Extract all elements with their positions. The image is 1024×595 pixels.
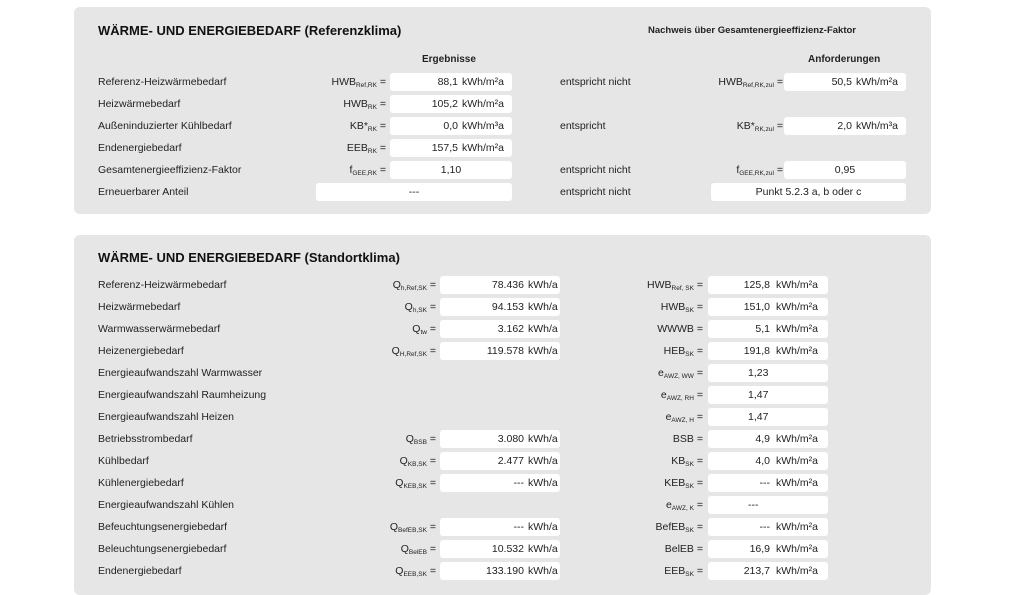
spec-field (708, 342, 828, 360)
result-unit: kWh/m²a (462, 142, 504, 154)
row-label: Erneuerbarer Anteil (98, 186, 189, 198)
requirement-symbol-sub: GEE,RK,zul (739, 170, 774, 177)
result-value: 88,1 (437, 76, 458, 88)
spec-value: 125,8 (743, 279, 770, 291)
q-unit: kWh/a (528, 521, 558, 533)
result-symbol-sub: RK (367, 148, 377, 155)
requirement-symbol-main: HWB (718, 76, 743, 88)
requirement-value: 50,5 (831, 76, 852, 88)
result-symbol-main: HWB (343, 98, 368, 110)
q-symbol: $Q_{KEB,SK}$ = (395, 477, 436, 490)
spec-symbol-main: BelEB (664, 543, 694, 555)
row-label: Befeuchtungsenergiebedarf (98, 521, 228, 533)
spec-unit: kWh/m²a (776, 565, 818, 577)
spec-symbol-main: e (665, 499, 672, 511)
spec-symbol: $e_{AWZ, RH}$ = (660, 389, 703, 402)
requirement-unit: kWh/m³a (856, 120, 898, 132)
q-value: 119.578 (486, 345, 524, 357)
requirement-symbol-main: f (736, 164, 740, 176)
spec-value: --- (748, 499, 759, 511)
q-symbol: $Q_{tw}$ = (412, 323, 436, 336)
q-value: 10.532 (491, 543, 524, 555)
q-symbol-main: Q (404, 301, 413, 313)
result-value: 0,0 (443, 120, 458, 132)
result-value: 105,2 (431, 98, 458, 110)
requirement-symbol-sub: Ref,RK,zul (742, 82, 774, 89)
spec-field (708, 496, 828, 514)
row-label: Kühlbedarf (98, 455, 149, 467)
row-label: Betriebsstrombedarf (98, 433, 193, 445)
spec-value: --- (759, 521, 770, 533)
row-label: Gesamtenergieeffizienz-Faktor (98, 164, 242, 176)
q-symbol-sub: KB,SK (407, 461, 427, 468)
result-field (390, 117, 512, 135)
result-field: 1,10 (390, 161, 512, 179)
q-symbol-sub: h,SK (412, 307, 427, 314)
row-label: Heizwärmebedarf (98, 301, 181, 313)
row-label: Beleuchtungsenergiebedarf (98, 543, 227, 555)
spec-value: 4,9 (755, 433, 770, 445)
result-unit: kWh/m²a (462, 76, 504, 88)
result-value: 157,5 (431, 142, 458, 154)
spec-value: 5,1 (755, 323, 770, 335)
row-label: Endenergiebedarf (98, 565, 182, 577)
q-unit: kWh/a (528, 323, 558, 335)
q-symbol-main: Q (392, 279, 401, 291)
right-header: Nachweis über Gesamtenergieeffizienz-Faktor (648, 25, 857, 36)
spec-symbol: $e_{AWZ, H}$ = (665, 411, 703, 424)
status-text: entspricht nicht (560, 164, 631, 176)
result-symbol-main: HWB (331, 76, 356, 88)
spec-symbol: $KEB_{SK}$ = (664, 477, 703, 490)
q-field (440, 430, 560, 448)
q-field (440, 540, 560, 558)
spec-symbol-main: BSB (672, 433, 694, 445)
result-symbol-sub: RK (367, 126, 377, 133)
q-unit: kWh/a (528, 543, 558, 555)
q-symbol-main: Q (395, 565, 404, 577)
q-symbol-main: Q (400, 543, 409, 555)
spec-value: 1,47 (748, 389, 769, 401)
row-label: Energieaufwandszahl Warmwasser (98, 367, 263, 379)
q-value: 94.153 (491, 301, 524, 313)
spec-symbol: $HWB_{SK}$ = (660, 301, 703, 314)
row-label: Referenz-Heizwärmebedarf (98, 279, 227, 291)
requirement-symbol: $f_{GEE,RK,zul}$ = (736, 164, 783, 177)
spec-field (708, 562, 828, 580)
result-field (390, 73, 512, 91)
result-symbol-sub: Ref,RK (355, 82, 377, 89)
row-label: Außeninduzierter Kühlbedarf (98, 120, 232, 132)
spec-field (708, 518, 828, 536)
panel-title: WÄRME- UND ENERGIEBEDARF (Referenzklima) (98, 23, 402, 38)
row-label: Energieaufwandszahl Raumheizung (98, 389, 267, 401)
spec-unit: kWh/m²a (776, 323, 818, 335)
q-unit: kWh/a (528, 301, 558, 313)
q-symbol-main: Q (405, 433, 414, 445)
requirement-symbol-main: KB* (736, 120, 755, 132)
result-field (390, 95, 512, 113)
requirement-field: Punkt 5.2.3 a, b oder c (711, 183, 906, 201)
spec-unit: kWh/m²a (776, 279, 818, 291)
result-unit: kWh/m²a (462, 98, 504, 110)
spec-unit: kWh/m²a (776, 301, 818, 313)
result-symbol: $HWB_{RK}$ = (343, 98, 386, 111)
q-symbol: $Q_{H,Ref,SK}$ = (391, 345, 436, 358)
spec-field (708, 364, 828, 382)
result-symbol-sub: GEE,RK (352, 170, 377, 177)
q-unit: kWh/a (528, 455, 558, 467)
result-field: --- (316, 183, 512, 201)
result-symbol: $EEB_{RK}$ = (346, 142, 386, 155)
q-field (440, 320, 560, 338)
spec-field (708, 386, 828, 404)
spec-value: 1,47 (748, 411, 769, 423)
q-value: --- (513, 477, 524, 489)
spec-symbol: $e_{AWZ, K}$ = (665, 499, 703, 512)
row-label: Endenergiebedarf (98, 142, 182, 154)
result-symbol-sub: RK (367, 104, 377, 111)
spec-unit: kWh/m²a (776, 543, 818, 555)
spec-field (708, 408, 828, 426)
requirement-value: 2,0 (837, 120, 852, 132)
q-symbol-sub: EEB,SK (403, 571, 427, 578)
spec-field (708, 320, 828, 338)
spec-symbol-sub: AWZ, RH (666, 395, 694, 402)
q-symbol-sub: H,Ref,SK (399, 351, 427, 358)
q-field (440, 518, 560, 536)
result-symbol: $KB*_{RK}$ = (349, 120, 386, 133)
spec-unit: kWh/m²a (776, 345, 818, 357)
spec-symbol-sub: AWZ, WW (663, 373, 694, 380)
q-symbol: $Q_{BefEB,SK}$ = (389, 521, 436, 534)
requirement-symbol: $HWB_{Ref,RK,zul}$ = (718, 76, 783, 89)
requirement-unit: kWh/m²a (856, 76, 898, 88)
spec-symbol: $HEB_{SK}$ = (663, 345, 703, 358)
requirement-symbol-sub: RK,zul (754, 126, 774, 133)
spec-symbol: BefEB$_{SK}$ = (655, 521, 703, 534)
spec-field (708, 540, 828, 558)
spec-symbol-main: EEB (664, 565, 686, 577)
q-field (440, 562, 560, 580)
spec-value: 16,9 (749, 543, 770, 555)
q-symbol: $Q_{BSB}$ = (405, 433, 436, 446)
q-symbol: $Q_{KB,SK}$ = (399, 455, 436, 468)
q-value: 3.080 (497, 433, 524, 445)
spec-value: 151,0 (743, 301, 770, 313)
q-unit: kWh/a (528, 433, 558, 445)
q-unit: kWh/a (528, 279, 558, 291)
spec-symbol-sub: SK (685, 527, 694, 534)
q-symbol-main: Q (391, 345, 400, 357)
status-text: entspricht nicht (560, 186, 631, 198)
requirement-symbol: $KB*_{RK,zul}$ = (736, 120, 783, 133)
col-results-header: Ergebnisse (422, 54, 476, 65)
status-text: entspricht (560, 120, 606, 132)
spec-symbol: $KB_{SK}$ = (671, 455, 703, 468)
spec-symbol-sub: AWZ, K (671, 505, 694, 512)
result-symbol: $HWB_{Ref,RK}$ = (331, 76, 386, 89)
spec-symbol: WWWB = (657, 323, 703, 335)
row-label: Energieaufwandszahl Kühlen (98, 499, 235, 511)
q-unit: kWh/a (528, 345, 558, 357)
result-symbol-main: f (349, 164, 353, 176)
spec-symbol-sub: SK (685, 351, 694, 358)
q-field (440, 276, 560, 294)
q-symbol: $Q_{EEB,SK}$ = (395, 565, 436, 578)
q-symbol: $Q_{h,SK}$ = (404, 301, 436, 314)
spec-value: 1,23 (748, 367, 769, 379)
q-symbol-sub: tw (420, 329, 427, 336)
q-value: 2.477 (497, 455, 524, 467)
result-symbol: $f_{GEE,RK}$ = (349, 164, 386, 177)
spec-symbol-sub: SK (685, 571, 694, 578)
spec-field (708, 452, 828, 470)
spec-value: --- (759, 477, 770, 489)
q-field (440, 298, 560, 316)
spec-value: 191,8 (743, 345, 770, 357)
result-unit: kWh/m³a (462, 120, 504, 132)
spec-symbol-sub: AWZ, H (671, 417, 694, 424)
q-symbol-main: Q (399, 455, 408, 467)
q-symbol-sub: BSB (413, 439, 427, 446)
spec-symbol-main: KEB (664, 477, 686, 489)
q-value: 133.190 (486, 565, 524, 577)
q-unit: kWh/a (528, 565, 558, 577)
spec-unit: kWh/m²a (776, 477, 818, 489)
requirement-field (784, 73, 906, 91)
q-symbol-main: Q (412, 323, 421, 335)
spec-symbol-main: WWWB (657, 323, 694, 335)
spec-symbol: BelEB = (664, 543, 703, 555)
spec-symbol-main: HWB (660, 301, 686, 313)
spec-symbol: BSB = (672, 433, 703, 445)
spec-symbol-sub: Ref, SK (671, 285, 694, 292)
spec-symbol: $HWB_{Ref, SK}$ = (647, 279, 703, 292)
requirement-field (784, 117, 906, 135)
spec-symbol-main: HEB (663, 345, 686, 357)
spec-value: 4,0 (755, 455, 770, 467)
spec-symbol-main: e (665, 411, 672, 423)
q-symbol-sub: h,Ref,SK (400, 285, 427, 292)
q-unit: kWh/a (528, 477, 558, 489)
q-symbol-sub: BelEB (408, 549, 427, 556)
q-field (440, 474, 560, 492)
q-value: --- (513, 521, 524, 533)
spec-field (708, 276, 828, 294)
spec-field (708, 474, 828, 492)
row-label: Warmwasserwärmebedarf (98, 323, 221, 335)
spec-field (708, 430, 828, 448)
q-symbol-main: Q (389, 521, 399, 533)
spec-symbol-main: e (660, 389, 667, 401)
panel-title: WÄRME- UND ENERGIEBEDARF (Standortklima) (98, 250, 400, 265)
spec-unit: kWh/m²a (776, 521, 818, 533)
q-symbol-sub: KEB,SK (403, 483, 427, 490)
q-symbol: $Q_{BelEB}$ = (400, 543, 436, 556)
status-text: entspricht nicht (560, 76, 631, 88)
row-label: Heizenergiebedarf (98, 345, 184, 357)
referenzklima-panel (74, 7, 931, 214)
row-label: Heizwärmebedarf (98, 98, 181, 110)
result-symbol-main: KB* (349, 120, 368, 132)
spec-unit: kWh/m²a (776, 455, 818, 467)
spec-symbol-main: e (658, 367, 664, 379)
spec-symbol-sub: SK (685, 307, 694, 314)
q-field (440, 342, 560, 360)
spec-symbol: $e_{AWZ, WW}$ = (658, 367, 703, 380)
spec-symbol-main: KB (671, 455, 686, 467)
row-label: Kühlenergiebedarf (98, 477, 184, 489)
standortklima-panel (74, 235, 931, 595)
q-value: 3.162 (497, 323, 524, 335)
spec-symbol: $EEB_{SK}$ = (664, 565, 703, 578)
q-symbol: $Q_{h,Ref,SK}$ = (392, 279, 436, 292)
q-value: 78.436 (491, 279, 524, 291)
spec-field (708, 298, 828, 316)
spec-value: 213,7 (743, 565, 770, 577)
result-symbol-main: EEB (346, 142, 368, 154)
spec-symbol-sub: SK (685, 461, 694, 468)
result-field (390, 139, 512, 157)
spec-symbol-sub: SK (685, 483, 694, 490)
spec-symbol-main: BefEB (655, 521, 686, 533)
spec-unit: kWh/m²a (776, 433, 818, 445)
q-symbol-sub: BefEB,SK (398, 527, 427, 534)
q-symbol-main: Q (395, 477, 404, 489)
requirement-field: 0,95 (784, 161, 906, 179)
q-field (440, 452, 560, 470)
row-label: Energieaufwandszahl Heizen (98, 411, 235, 423)
spec-symbol-main: HWB (647, 279, 672, 291)
row-label: Referenz-Heizwärmebedarf (98, 76, 227, 88)
col-requirements-header: Anforderungen (808, 54, 881, 65)
